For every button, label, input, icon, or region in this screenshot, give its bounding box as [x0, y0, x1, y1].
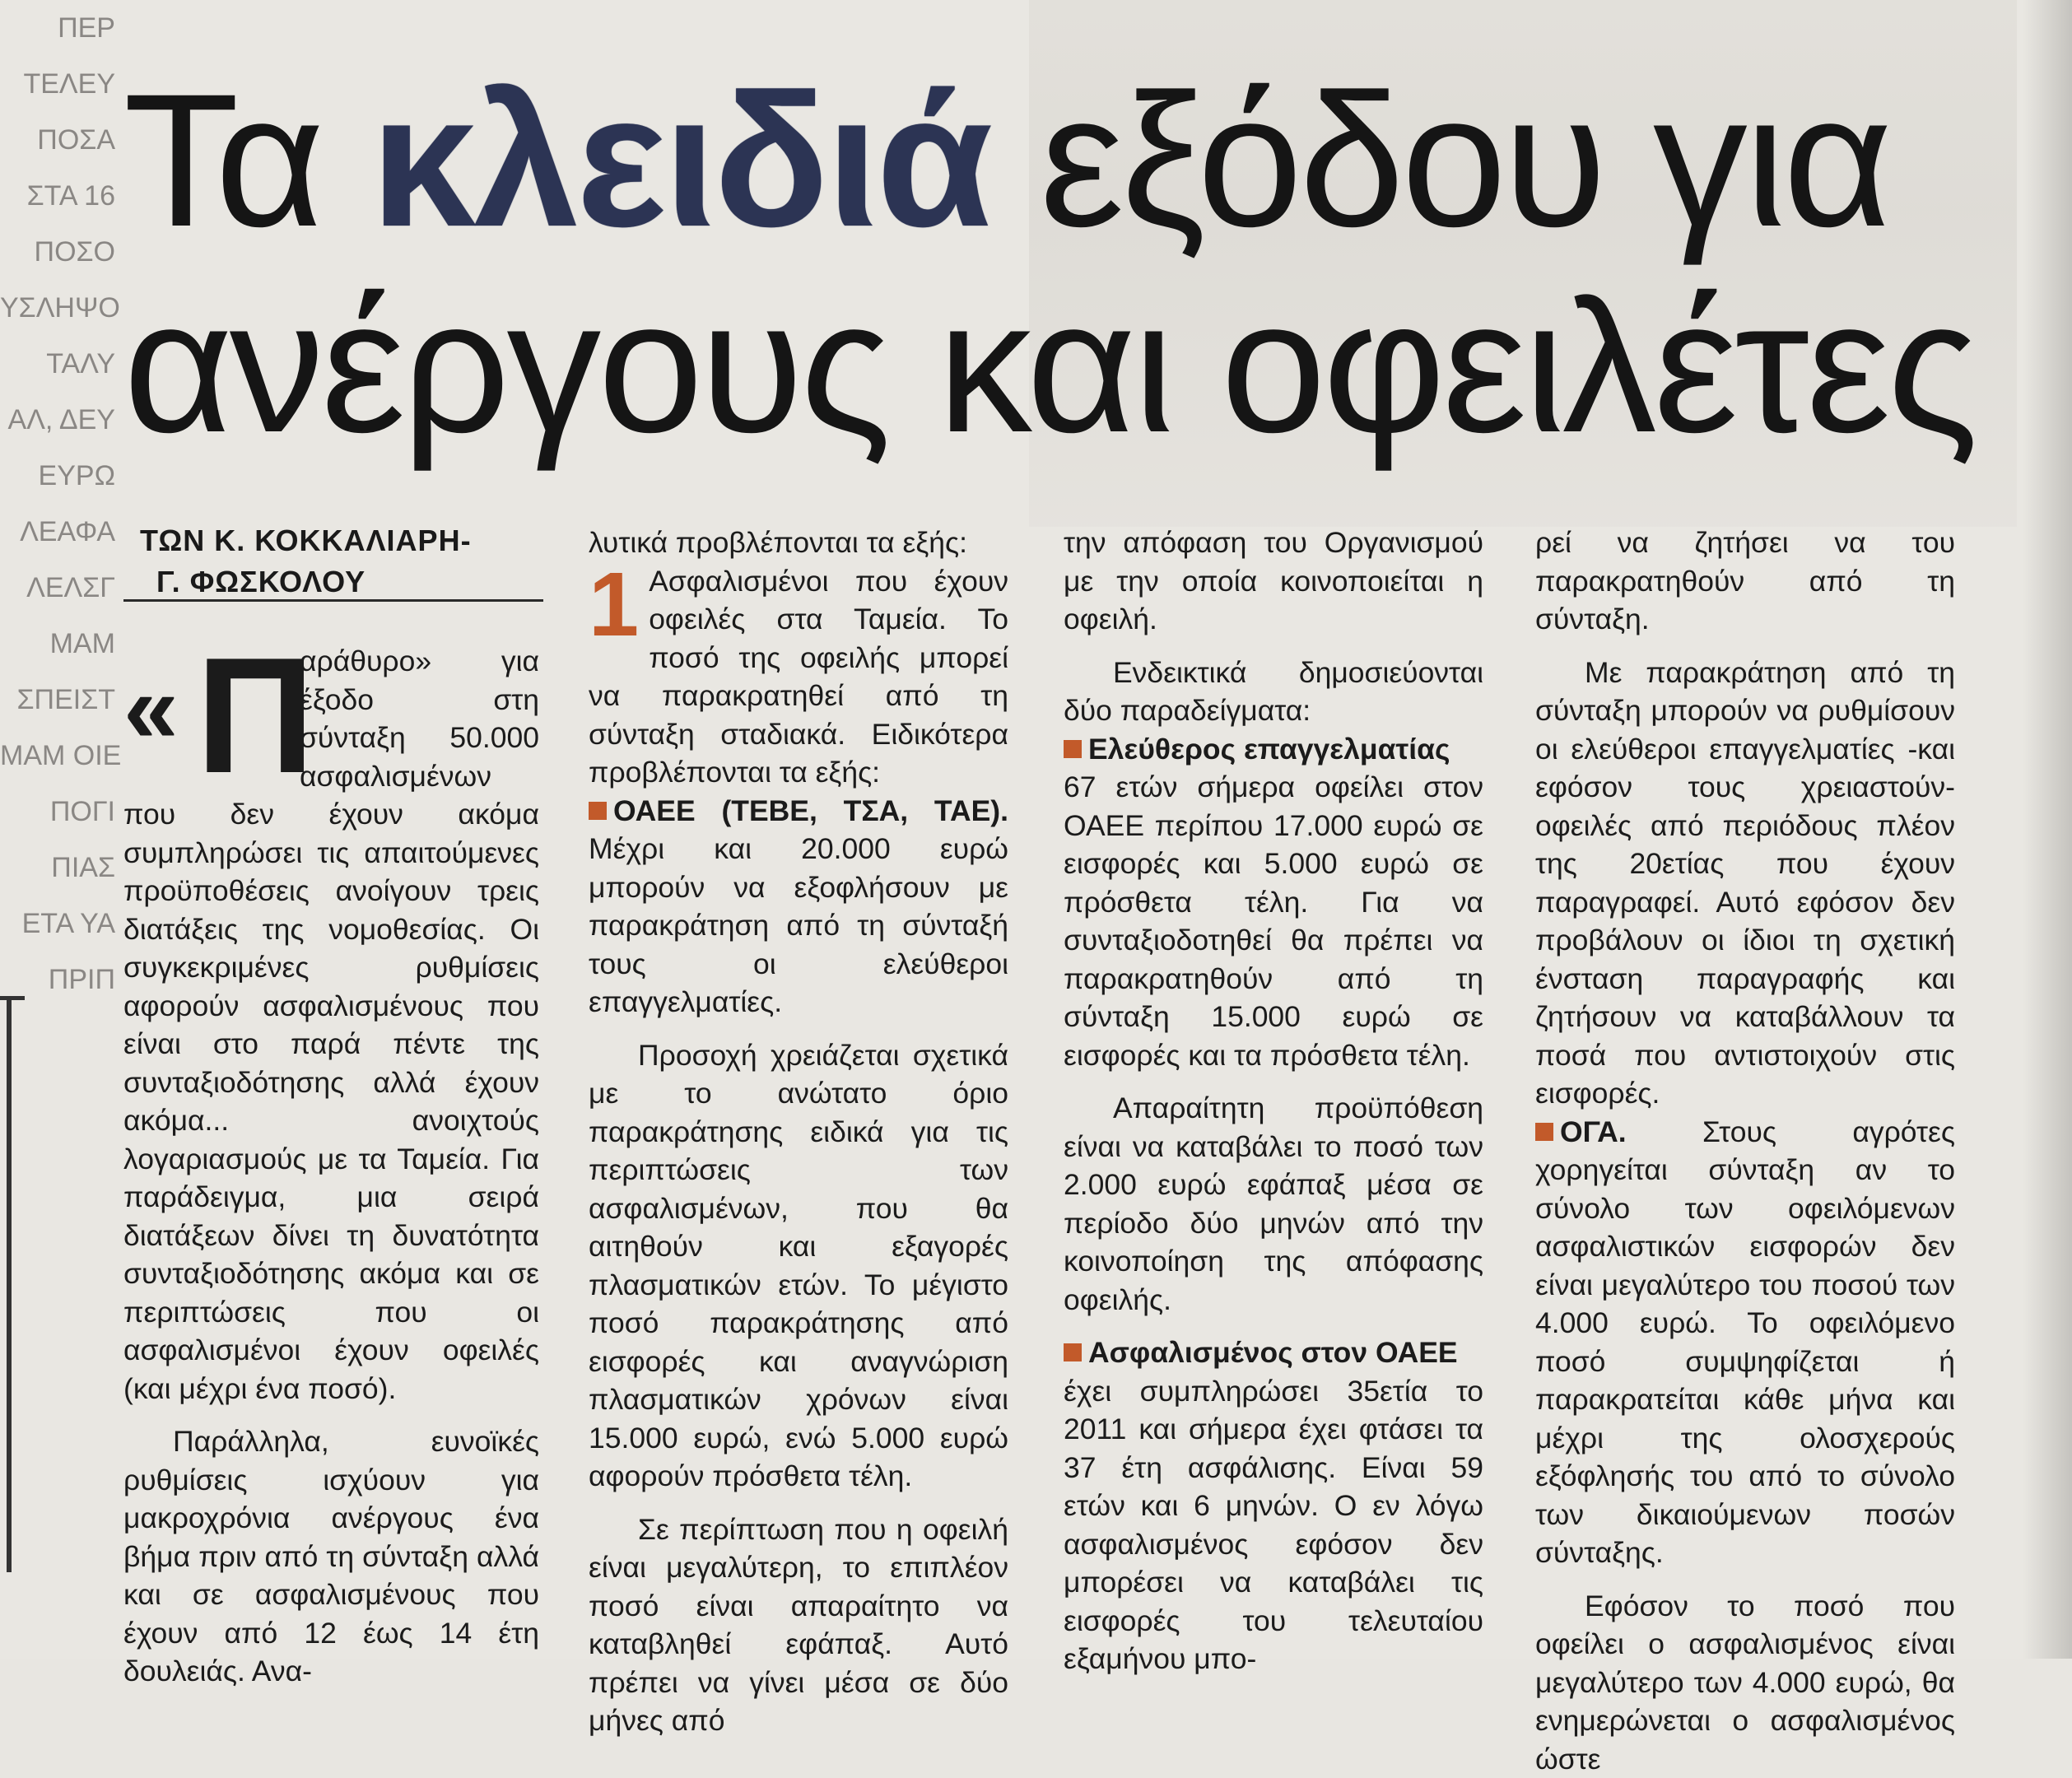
- article-column-2: [589, 524, 1008, 1740]
- neighbour-column-fragments: [0, 0, 115, 971]
- paragraph-text: Μέχρι και 20.000 ευρώ μπορούν να εξοφλήσουν με παρακράτηση από τη σύνταξή τους οι ελεύθεροι επαγγελματίες.: [589, 832, 1008, 1018]
- neighbour-fragment: ΜΑΜ: [0, 616, 115, 672]
- paragraph: Σε περίπτωση που η οφειλή είναι μεγαλύτερη, το επιπλέον ποσό είναι απαραίτητο να καταβληθεί εφάπαξ. Αυτό πρέπει να γίνει μέσα σε δύο μήνες από: [589, 1510, 1008, 1740]
- neighbour-fragment: ΜΑΜ ΟΙΕ: [0, 728, 115, 784]
- neighbour-fragment: ΠΟΣΟ: [0, 224, 115, 280]
- neighbour-fragment: ΣΤΑ 16: [0, 168, 115, 224]
- neighbour-fragment: ΠΙΑΣ: [0, 840, 115, 896]
- square-bullet-icon: [1535, 1123, 1553, 1141]
- subheading: Ελεύθερος επαγγελματίας: [1088, 733, 1450, 766]
- paragraph: Απαραίτητη προϋπόθεση είναι να καταβάλει το ποσό των 2.000 ευρώ εφάπαξ μέσα σε περίοδο δύο μηνών από την κοινοποίηση της απόφασης οφειλής.: [1064, 1089, 1483, 1319]
- neighbour-fragment: ΤΑΛΥ: [0, 336, 115, 392]
- paragraph: 67 ετών σήμερα οφείλει στον ΟΑΕΕ περίπου 17.000 ευρώ σε εισφορές και 5.000 ευρώ σε πρόσθετα τέλη. Για να συνταξιοδοτηθεί θα πρέπει να παρακρατηθούν από τη σύνταξη 15.000 ευρώ σε εισφορές και τα πρόσθετα τέλη.: [1064, 768, 1483, 1074]
- dropcap: [123, 642, 296, 782]
- neighbour-fragment: ΠΟΓΙ: [0, 784, 115, 840]
- dropcap-quote: «: [123, 655, 162, 762]
- headline: [123, 58, 2017, 469]
- dropcap-letter: Π: [196, 642, 314, 790]
- neighbour-fragment: ΕΥΡΩ: [0, 448, 115, 504]
- neighbour-fragment: ΛΕΑΦΑ: [0, 504, 115, 560]
- square-bullet-icon: [1064, 1343, 1082, 1361]
- column-divider-rule: [7, 996, 12, 1572]
- paragraph: Ενδεικτικά δημοσιεύονται δύο παραδείγματα:: [1064, 654, 1483, 730]
- article-column-4: [1535, 524, 1955, 1778]
- subsection-paragraph: [1535, 1113, 1955, 1572]
- lead-text: αράθυρο» για έξοδο στη σύνταξη 50.000 ασφαλισμένων που δεν έχουν ακόμα συμπληρώσει τις απαιτούμενες προϋποθέσεις ανοίγουν τρεις διατάξεις της νομοθεσίας. Οι συγκεκριμένες ρυθμίσεις αφορούν ασφαλισμένους που είναι στο παρά πέντε της συνταξιοδότησης αλλά έχουν ακόμα... ανοιχτούς λογαριασμούς με τα Ταμεία. Για παράδειγμα, μια σειρά διατάξεων δίνει τη δυνατότητα συνταξιοδότησης ακόμα και σε περιπτώσεις που οι ασφαλισμένοι έχουν οφειλές (και μέχρι ένα ποσό).: [123, 645, 539, 1405]
- column-divider-tick: [0, 996, 25, 1000]
- paragraph-text: Στους αγρότες χορηγείται σύνταξη αν το σύνολο των οφειλόμενων ασφαλιστικών εισφορών δεν είναι μεγαλύτερο του ποσού των 4.000 ευρώ. Το οφειλόμενο ποσό συμψηφίζεται ή παρακρατείται κάθε μήνα και μέχρι της ολοσχερούς εξόφλησής του από το σύνολο των δικαιούμενων ποσών σύνταξης.: [1535, 1115, 1955, 1570]
- headline-line-1: [123, 58, 2017, 263]
- neighbour-fragment: ΠΟΣΑ: [0, 112, 115, 168]
- square-bullet-icon: [589, 802, 607, 820]
- neighbour-fragment: ΕΤΑ ΥΑ: [0, 896, 115, 952]
- paragraph: Προσοχή χρειάζεται σχετικά με το ανώτατο όριο παρακράτησης ειδικά για τις περιπτώσεις των ασφαλισμένων, που θα αιτηθούν και εξαγορές πλασματικών ετών. Το μέγιστο ποσό παρακράτησης από εισφορές και αναγνώριση πλασματικών χρόνων είναι 15.000 ευρώ, ενώ 5.000 ευρώ αφορούν πρόσθετα τέλη.: [589, 1036, 1008, 1496]
- byline-authors-2: Γ. ΦΩΣΚΟΛΟΥ: [140, 561, 543, 603]
- article-column-1: [123, 642, 539, 1691]
- subheading: Ασφαλισμένος στον ΟΑΕΕ: [1088, 1336, 1458, 1369]
- neighbour-fragment: ΠΕΡ: [0, 0, 115, 56]
- subheading: ΟΑΕΕ (ΤΕΒΕ, ΤΣΑ, ΤΑΕ).: [613, 794, 1008, 827]
- paragraph: Με παρακράτηση από τη σύνταξη μπορούν να ρυθμίσουν οι ελεύθεροι επαγγελματίες -και εφόσον τους χρειαστούν- οφειλές από περιόδους πλέον της 20ετίας που έχουν παραγραφεί. Αυτό εφόσον δεν προβάλουν οι ίδιοι τη σχετική ένσταση παραγραφής και ζητήσουν να καταβάλλουν τα ποσά που αντιστοιχούν στις εισφορές.: [1535, 654, 1955, 1113]
- paragraph: έχει συμπληρώσει 35ετία το 2011 και σήμερα έχει φτάσει τα 37 έτη ασφάλισης. Είναι 59 ετών και 6 μηνών. Ο εν λόγω ασφαλισμένος εφόσον δεν μπορέσει να καταβάλει τις εισφορές του τελευταίου εξαμήνου μπο-: [1064, 1372, 1483, 1678]
- headline-part-2: εξόδου για: [990, 54, 1889, 266]
- paragraph: ρεί να ζητήσει να του παρακρατηθούν από τη σύνταξη.: [1535, 524, 1955, 639]
- article-column-3: [1064, 524, 1483, 1678]
- neighbour-fragment: ΑΛ, ΔΕΥ: [0, 392, 115, 448]
- neighbour-fragment: ΣΠΕΙΣΤ: [0, 672, 115, 728]
- byline: [123, 520, 543, 603]
- paragraph: λυτικά προβλέπονται τα εξής:: [589, 524, 1008, 562]
- section-number: 1: [589, 570, 639, 640]
- paragraph: Παράλληλα, ευνοϊκές ρυθμίσεις ισχύουν για μακροχρόνια ανέργους ένα βήμα πριν από τη σύνταξη αλλά και σε ασφαλισμένους που έχουν από 12 έως 14 έτη δουλειάς. Ανα-: [123, 1422, 539, 1691]
- neighbour-fragment: ΠΡΙΠ: [0, 952, 115, 1008]
- byline-authors-1: ΤΩΝ Κ. ΚΟΚΚΑΛΙΑΡΗ-: [140, 520, 543, 561]
- neighbour-fragment: ΛΕΛΣΓ: [0, 560, 115, 616]
- page-edge-shadow: [2023, 0, 2072, 1659]
- neighbour-fragment: ΤΕΛΕΥ: [0, 56, 115, 112]
- subsection-paragraph: [1064, 1334, 1483, 1372]
- headline-highlight: κλειδιά: [370, 54, 990, 266]
- subheading: ΟΓΑ.: [1560, 1115, 1627, 1148]
- square-bullet-icon: [1064, 740, 1082, 758]
- paragraph: Εφόσον το ποσό που οφείλει ο ασφαλισμένος είναι μεγαλύτερο των 4.000 ευρώ, θα ενημερώνεται ο ασφαλισμένος ώστε: [1535, 1587, 1955, 1778]
- neighbour-fragment: ΥΣΛΗΨΟ: [0, 280, 115, 336]
- lead-paragraph: [123, 642, 539, 1408]
- paragraph-text: Ασφαλισμένοι που έχουν οφειλές στα Ταμεία. Το ποσό της οφειλής μπορεί να παρακρατηθεί από τη σύνταξη σταδιακά. Ειδικότερα προβλέπονται τα εξής:: [589, 565, 1008, 789]
- subsection-paragraph: [1064, 730, 1483, 769]
- headline-part-1: Τα: [123, 54, 370, 266]
- byline-divider: [123, 599, 543, 602]
- paragraph: την απόφαση του Οργανισμού με την οποία κοινοποιείται η οφειλή.: [1064, 524, 1483, 639]
- subsection-paragraph: [589, 792, 1008, 1022]
- headline-line-2: ανέργους και οφειλέτες: [123, 263, 2017, 469]
- numbered-paragraph: [589, 562, 1008, 792]
